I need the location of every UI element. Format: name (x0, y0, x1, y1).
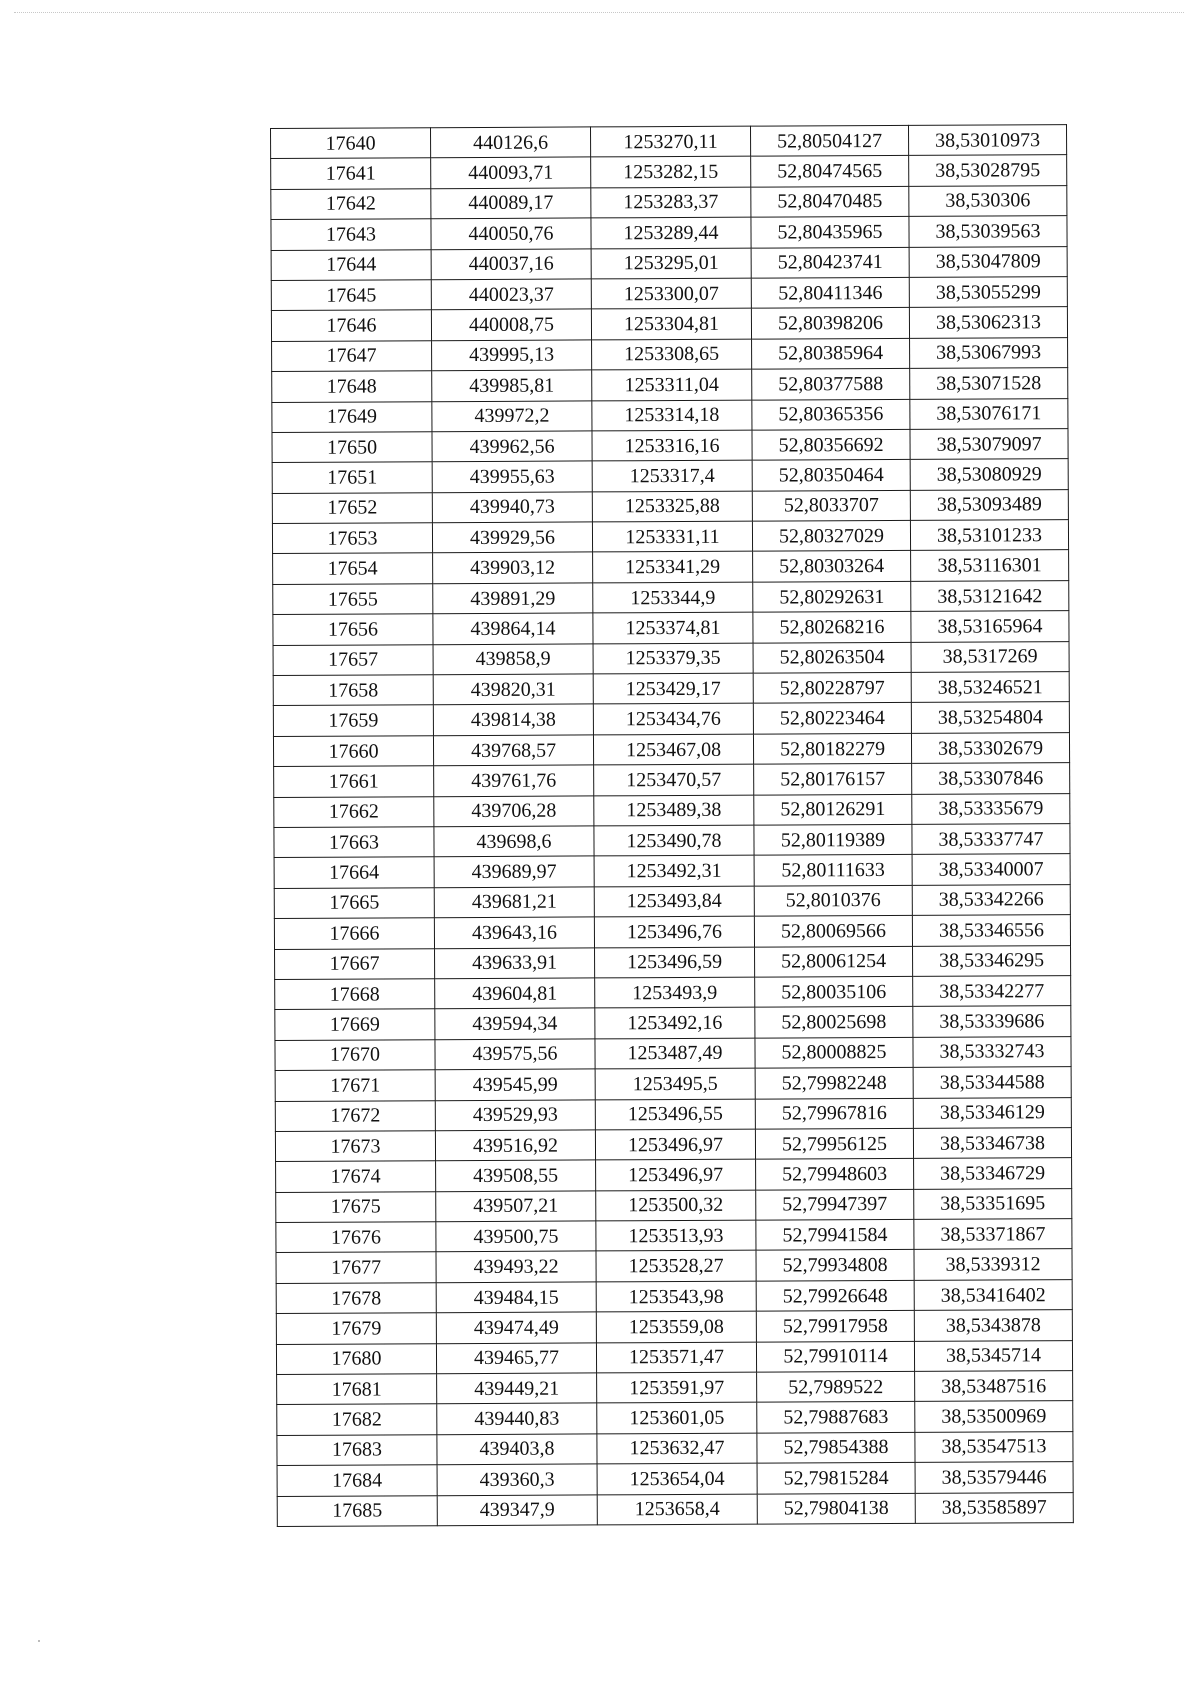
latitude-cell: 52,79887683 (757, 1402, 915, 1433)
x-coordinate-cell: 440023,37 (431, 279, 591, 310)
y-coordinate-cell: 1253308,65 (592, 339, 752, 370)
longitude-cell: 38,53500969 (915, 1401, 1073, 1432)
y-coordinate-cell: 1253496,59 (595, 947, 755, 978)
point-number-cell: 17675 (276, 1191, 436, 1222)
y-coordinate-cell: 1253434,76 (593, 704, 753, 735)
latitude-cell: 52,79956125 (755, 1128, 913, 1159)
point-number-cell: 17648 (272, 371, 432, 402)
point-number-cell: 17657 (273, 644, 433, 675)
point-number-cell: 17642 (271, 188, 431, 219)
x-coordinate-cell: 439858,9 (433, 644, 593, 675)
longitude-cell: 38,53307846 (912, 763, 1070, 794)
y-coordinate-cell: 1253500,32 (596, 1190, 756, 1221)
point-number-cell: 17667 (275, 948, 435, 979)
x-coordinate-cell: 439360,3 (437, 1464, 597, 1495)
x-coordinate-cell: 439972,2 (432, 400, 592, 431)
latitude-cell: 52,79804138 (757, 1493, 915, 1524)
point-number-cell: 17671 (275, 1070, 435, 1101)
y-coordinate-cell: 1253493,84 (594, 886, 754, 917)
y-coordinate-cell: 1253496,97 (595, 1129, 755, 1160)
x-coordinate-cell: 440037,16 (431, 248, 591, 279)
point-number-cell: 17641 (271, 158, 431, 189)
longitude-cell: 38,53254804 (911, 702, 1069, 733)
latitude-cell: 52,79854388 (757, 1432, 915, 1463)
latitude-cell: 52,79948603 (756, 1159, 914, 1190)
longitude-cell: 38,53416402 (914, 1279, 1072, 1310)
longitude-cell: 38,53080929 (910, 459, 1068, 490)
x-coordinate-cell: 439508,55 (436, 1160, 596, 1191)
longitude-cell: 38,53346556 (912, 915, 1070, 946)
latitude-cell: 52,80268216 (753, 612, 911, 643)
longitude-cell: 38,53344588 (913, 1067, 1071, 1098)
y-coordinate-cell: 1253658,4 (597, 1494, 757, 1525)
point-number-cell: 17676 (276, 1222, 436, 1253)
point-number-cell: 17651 (272, 462, 432, 493)
latitude-cell: 52,79815284 (757, 1463, 915, 1494)
longitude-cell: 38,53340007 (912, 854, 1070, 885)
table-row (277, 1492, 1073, 1526)
longitude-cell: 38,53039563 (909, 216, 1067, 247)
point-number-cell: 17663 (274, 827, 434, 858)
table-row (277, 1401, 1073, 1435)
longitude-cell: 38,5345714 (914, 1340, 1072, 1371)
point-number-cell: 17656 (273, 614, 433, 645)
longitude-cell: 38,53055299 (909, 277, 1067, 308)
x-coordinate-cell: 439814,38 (433, 704, 593, 735)
y-coordinate-cell: 1253543,98 (596, 1281, 756, 1312)
y-coordinate-cell: 1253490,78 (594, 825, 754, 856)
table-row (275, 1097, 1071, 1131)
table-row (272, 489, 1068, 523)
x-coordinate-cell: 440008,75 (431, 309, 591, 340)
table-row (275, 1006, 1071, 1040)
y-coordinate-cell: 1253496,55 (595, 1099, 755, 1130)
longitude-cell: 38,53547513 (915, 1431, 1073, 1462)
longitude-cell: 38,5339312 (914, 1249, 1072, 1280)
table-row (271, 155, 1067, 189)
y-coordinate-cell: 1253492,31 (594, 856, 754, 887)
longitude-cell: 38,53079097 (910, 429, 1068, 460)
table-row (272, 520, 1068, 554)
latitude-cell: 52,80356692 (752, 429, 910, 460)
x-coordinate-cell: 440093,71 (431, 157, 591, 188)
x-coordinate-cell: 439484,15 (436, 1282, 596, 1313)
point-number-cell: 17650 (272, 432, 432, 463)
table-row (274, 824, 1070, 858)
y-coordinate-cell: 1253528,27 (596, 1251, 756, 1282)
latitude-cell: 52,80350464 (752, 460, 910, 491)
latitude-cell: 52,80176157 (754, 764, 912, 795)
y-coordinate-cell: 1253331,11 (592, 521, 752, 552)
table-row (275, 1067, 1071, 1101)
latitude-cell: 52,80069566 (754, 916, 912, 947)
table-row (271, 246, 1067, 280)
latitude-cell: 52,80411346 (751, 277, 909, 308)
table-row (273, 641, 1069, 675)
x-coordinate-cell: 439768,57 (433, 735, 593, 766)
point-number-cell: 17646 (271, 310, 431, 341)
latitude-cell: 52,80263504 (753, 642, 911, 673)
y-coordinate-cell: 1253632,47 (597, 1433, 757, 1464)
point-number-cell: 17647 (272, 340, 432, 371)
table-row (276, 1279, 1072, 1313)
x-coordinate-cell: 439689,97 (434, 856, 594, 887)
table-row (277, 1431, 1073, 1465)
table-row (274, 884, 1070, 918)
table-row (274, 854, 1070, 888)
y-coordinate-cell: 1253316,16 (592, 430, 752, 461)
latitude-cell: 52,79947397 (756, 1189, 914, 1220)
x-coordinate-cell: 439529,93 (435, 1099, 595, 1130)
point-number-cell: 17672 (275, 1100, 435, 1131)
longitude-cell: 38,53487516 (915, 1371, 1073, 1402)
y-coordinate-cell: 1253379,35 (593, 643, 753, 674)
y-coordinate-cell: 1253270,11 (590, 126, 750, 157)
point-number-cell: 17655 (273, 584, 433, 615)
latitude-cell: 52,80474565 (751, 156, 909, 187)
x-coordinate-cell: 439545,99 (435, 1069, 595, 1100)
latitude-cell: 52,80377588 (752, 369, 910, 400)
table-row (277, 1371, 1073, 1405)
latitude-cell: 52,8033707 (752, 490, 910, 521)
longitude-cell: 38,5317269 (911, 641, 1069, 672)
longitude-cell: 38,53346129 (913, 1097, 1071, 1128)
table-row (276, 1310, 1072, 1344)
x-coordinate-cell: 439604,81 (435, 978, 595, 1009)
latitude-cell: 52,80228797 (753, 672, 911, 703)
longitude-cell: 38,53579446 (915, 1462, 1073, 1493)
point-number-cell: 17666 (274, 918, 434, 949)
table-row (273, 611, 1069, 645)
latitude-cell: 52,80292631 (753, 581, 911, 612)
point-number-cell: 17645 (271, 280, 431, 311)
point-number-cell: 17680 (276, 1343, 436, 1374)
table-row (271, 185, 1067, 219)
longitude-cell: 38,53076171 (910, 398, 1068, 429)
table-row (272, 459, 1068, 493)
x-coordinate-cell: 439820,31 (433, 674, 593, 705)
point-number-cell: 17652 (272, 492, 432, 523)
coordinates-table-body (271, 125, 1074, 1527)
x-coordinate-cell: 439891,29 (433, 583, 593, 614)
y-coordinate-cell: 1253571,47 (596, 1342, 756, 1373)
table-row (272, 368, 1068, 402)
table-row (276, 1249, 1072, 1283)
y-coordinate-cell: 1253341,29 (593, 552, 753, 583)
table-row (271, 307, 1067, 341)
point-number-cell: 17674 (276, 1161, 436, 1192)
longitude-cell: 38,53585897 (915, 1492, 1073, 1523)
longitude-cell: 38,53371867 (914, 1219, 1072, 1250)
latitude-cell: 52,80035106 (755, 976, 913, 1007)
point-number-cell: 17684 (277, 1465, 437, 1496)
point-number-cell: 17653 (272, 523, 432, 554)
latitude-cell: 52,80126291 (754, 794, 912, 825)
table-row (274, 915, 1070, 949)
y-coordinate-cell: 1253429,17 (593, 673, 753, 704)
latitude-cell: 52,79926648 (756, 1280, 914, 1311)
point-number-cell: 17670 (275, 1039, 435, 1070)
longitude-cell: 38,53093489 (910, 489, 1068, 520)
latitude-cell: 52,79967816 (755, 1098, 913, 1129)
y-coordinate-cell: 1253487,49 (595, 1038, 755, 1069)
x-coordinate-cell: 440089,17 (431, 188, 591, 219)
table-row (272, 429, 1068, 463)
point-number-cell: 17661 (274, 766, 434, 797)
x-coordinate-cell: 439347,9 (437, 1494, 597, 1525)
longitude-cell: 38,53071528 (910, 368, 1068, 399)
longitude-cell: 38,53302679 (911, 732, 1069, 763)
latitude-cell: 52,80223464 (753, 703, 911, 734)
point-number-cell: 17654 (273, 553, 433, 584)
coordinates-table (270, 124, 1074, 1527)
point-number-cell: 17679 (276, 1313, 436, 1344)
y-coordinate-cell: 1253295,01 (591, 248, 751, 279)
latitude-cell: 52,80119389 (754, 824, 912, 855)
x-coordinate-cell: 439449,21 (437, 1373, 597, 1404)
x-coordinate-cell: 440126,6 (431, 127, 591, 158)
longitude-cell: 38,5343878 (914, 1310, 1072, 1341)
table-row (271, 216, 1067, 250)
table-row (273, 672, 1069, 706)
point-number-cell: 17658 (273, 675, 433, 706)
point-number-cell: 17677 (276, 1252, 436, 1283)
point-number-cell: 17649 (272, 401, 432, 432)
table-row (276, 1158, 1072, 1192)
longitude-cell: 38,53335679 (912, 793, 1070, 824)
y-coordinate-cell: 1253493,9 (595, 977, 755, 1008)
table-row (275, 1036, 1071, 1070)
y-coordinate-cell: 1253601,05 (597, 1403, 757, 1434)
y-coordinate-cell: 1253317,4 (592, 460, 752, 491)
x-coordinate-cell: 439955,63 (432, 461, 592, 492)
x-coordinate-cell: 439575,56 (435, 1039, 595, 1070)
table-row (275, 976, 1071, 1010)
latitude-cell: 52,80470485 (751, 186, 909, 217)
point-number-cell: 17673 (275, 1131, 435, 1162)
latitude-cell: 52,80025698 (755, 1007, 913, 1038)
table-row (273, 580, 1069, 614)
longitude-cell: 38,53337747 (912, 824, 1070, 855)
y-coordinate-cell: 1253496,76 (594, 916, 754, 947)
table-row (273, 550, 1069, 584)
point-number-cell: 17681 (277, 1374, 437, 1405)
point-number-cell: 17640 (271, 128, 431, 159)
latitude-cell: 52,80398206 (751, 308, 909, 339)
latitude-cell: 52,80327029 (752, 520, 910, 551)
scan-edge-line (14, 12, 1184, 13)
y-coordinate-cell: 1253559,08 (596, 1311, 756, 1342)
latitude-cell: 52,80008825 (755, 1037, 913, 1068)
longitude-cell: 38,53010973 (908, 125, 1066, 156)
table-row (275, 945, 1071, 979)
longitude-cell: 38,53339686 (913, 1006, 1071, 1037)
table-row (277, 1462, 1073, 1496)
point-number-cell: 17668 (275, 979, 435, 1010)
y-coordinate-cell: 1253311,04 (592, 369, 752, 400)
longitude-cell: 38,53342277 (913, 976, 1071, 1007)
x-coordinate-cell: 439500,75 (436, 1221, 596, 1252)
point-number-cell: 17664 (274, 857, 434, 888)
x-coordinate-cell: 439465,77 (436, 1343, 596, 1374)
table-row (273, 732, 1069, 766)
y-coordinate-cell: 1253495,5 (595, 1068, 755, 1099)
latitude-cell: 52,79910114 (756, 1341, 914, 1372)
longitude-cell: 38,530306 (909, 185, 1067, 216)
latitude-cell: 52,80435965 (751, 217, 909, 248)
table-row (274, 793, 1070, 827)
table-row (271, 125, 1067, 159)
x-coordinate-cell: 439681,21 (434, 887, 594, 918)
latitude-cell: 52,79934808 (756, 1250, 914, 1281)
y-coordinate-cell: 1253467,08 (593, 734, 753, 765)
longitude-cell: 38,53116301 (911, 550, 1069, 581)
x-coordinate-cell: 439962,56 (432, 431, 592, 462)
latitude-cell: 52,80111633 (754, 855, 912, 886)
y-coordinate-cell: 1253282,15 (591, 157, 751, 188)
y-coordinate-cell: 1253470,57 (594, 764, 754, 795)
y-coordinate-cell: 1253489,38 (594, 795, 754, 826)
longitude-cell: 38,53121642 (911, 580, 1069, 611)
y-coordinate-cell: 1253300,07 (591, 278, 751, 309)
longitude-cell: 38,53047809 (909, 246, 1067, 277)
point-number-cell: 17644 (271, 249, 431, 280)
longitude-cell: 38,53028795 (909, 155, 1067, 186)
longitude-cell: 38,53342266 (912, 884, 1070, 915)
longitude-cell: 38,53101233 (910, 520, 1068, 551)
x-coordinate-cell: 439940,73 (432, 492, 592, 523)
table-row (274, 763, 1070, 797)
scan-speck (38, 1640, 40, 1642)
longitude-cell: 38,53332743 (913, 1036, 1071, 1067)
y-coordinate-cell: 1253374,81 (593, 612, 753, 643)
latitude-cell: 52,80182279 (753, 733, 911, 764)
latitude-cell: 52,80303264 (753, 551, 911, 582)
longitude-cell: 38,53346738 (913, 1127, 1071, 1158)
latitude-cell: 52,79917958 (756, 1311, 914, 1342)
point-number-cell: 17678 (276, 1283, 436, 1314)
point-number-cell: 17643 (271, 219, 431, 250)
x-coordinate-cell: 439761,76 (434, 765, 594, 796)
y-coordinate-cell: 1253513,93 (596, 1220, 756, 1251)
point-number-cell: 17683 (277, 1434, 437, 1465)
point-number-cell: 17682 (277, 1404, 437, 1435)
latitude-cell: 52,80423741 (751, 247, 909, 278)
x-coordinate-cell: 439633,91 (435, 947, 595, 978)
latitude-cell: 52,80385964 (752, 338, 910, 369)
longitude-cell: 38,53067993 (910, 337, 1068, 368)
latitude-cell: 52,7989522 (757, 1371, 915, 1402)
y-coordinate-cell: 1253304,81 (591, 308, 751, 339)
table-row (272, 337, 1068, 371)
point-number-cell: 17685 (277, 1495, 437, 1526)
y-coordinate-cell: 1253591,97 (597, 1372, 757, 1403)
latitude-cell: 52,8010376 (754, 885, 912, 916)
x-coordinate-cell: 439507,21 (436, 1191, 596, 1222)
table-row (276, 1340, 1072, 1374)
x-coordinate-cell: 439903,12 (433, 552, 593, 583)
x-coordinate-cell: 439995,13 (432, 340, 592, 371)
latitude-cell: 52,80504127 (750, 125, 908, 156)
x-coordinate-cell: 439643,16 (434, 917, 594, 948)
longitude-cell: 38,53351695 (914, 1188, 1072, 1219)
x-coordinate-cell: 439403,8 (437, 1434, 597, 1465)
x-coordinate-cell: 439929,56 (432, 522, 592, 553)
table-row (275, 1127, 1071, 1161)
y-coordinate-cell: 1253289,44 (591, 217, 751, 248)
longitude-cell: 38,53165964 (911, 611, 1069, 642)
latitude-cell: 52,80061254 (755, 946, 913, 977)
x-coordinate-cell: 439706,28 (434, 796, 594, 827)
point-number-cell: 17669 (275, 1009, 435, 1040)
table-row (276, 1188, 1072, 1222)
latitude-cell: 52,79982248 (755, 1067, 913, 1098)
longitude-cell: 38,53346729 (914, 1158, 1072, 1189)
y-coordinate-cell: 1253344,9 (593, 582, 753, 613)
x-coordinate-cell: 439516,92 (435, 1130, 595, 1161)
y-coordinate-cell: 1253654,04 (597, 1463, 757, 1494)
longitude-cell: 38,53246521 (911, 672, 1069, 703)
latitude-cell: 52,80365356 (752, 399, 910, 430)
table-row (276, 1219, 1072, 1253)
point-number-cell: 17659 (273, 705, 433, 736)
x-coordinate-cell: 440050,76 (431, 218, 591, 249)
point-number-cell: 17662 (274, 796, 434, 827)
y-coordinate-cell: 1253283,37 (591, 187, 751, 218)
point-number-cell: 17660 (273, 736, 433, 767)
x-coordinate-cell: 439864,14 (433, 613, 593, 644)
table-row (272, 398, 1068, 432)
longitude-cell: 38,53346295 (913, 945, 1071, 976)
y-coordinate-cell: 1253492,16 (595, 1007, 755, 1038)
x-coordinate-cell: 439493,22 (436, 1251, 596, 1282)
y-coordinate-cell: 1253496,97 (596, 1159, 756, 1190)
longitude-cell: 38,53062313 (909, 307, 1067, 338)
latitude-cell: 52,79941584 (756, 1219, 914, 1250)
x-coordinate-cell: 439985,81 (432, 370, 592, 401)
table-row (273, 702, 1069, 736)
x-coordinate-cell: 439474,49 (436, 1312, 596, 1343)
x-coordinate-cell: 439440,83 (437, 1403, 597, 1434)
x-coordinate-cell: 439594,34 (435, 1008, 595, 1039)
x-coordinate-cell: 439698,6 (434, 826, 594, 857)
y-coordinate-cell: 1253314,18 (592, 400, 752, 431)
table-row (271, 277, 1067, 311)
y-coordinate-cell: 1253325,88 (592, 491, 752, 522)
point-number-cell: 17665 (274, 887, 434, 918)
